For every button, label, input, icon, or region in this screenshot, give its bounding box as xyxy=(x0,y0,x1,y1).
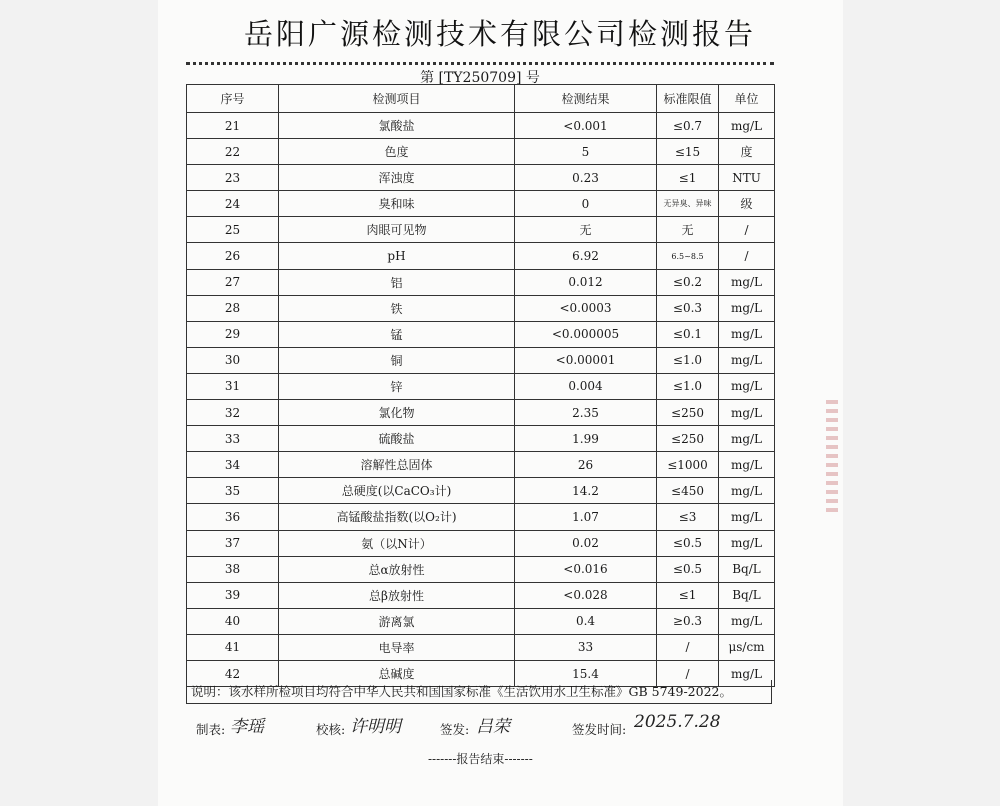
cell-unit: / xyxy=(719,243,775,269)
cell-item: 肉眼可见物 xyxy=(279,217,515,243)
cell-unit: mg/L xyxy=(719,321,775,347)
table-row xyxy=(187,347,775,373)
cell-limit: / xyxy=(657,634,719,660)
conclusion-note: 说明：该水样所检项目均符合中华人民共和国国家标准《生活饮用水卫生标准》GB 5749-2022。 xyxy=(186,680,772,704)
table-row xyxy=(187,400,775,426)
table-row xyxy=(187,530,775,556)
cell-item: 浑浊度 xyxy=(279,165,515,191)
cell-unit: 度 xyxy=(719,139,775,165)
table-row xyxy=(187,504,775,530)
cell-limit: ≤1.0 xyxy=(657,347,719,373)
table-row xyxy=(187,139,775,165)
cell-no: 24 xyxy=(187,191,279,217)
cell-unit: mg/L xyxy=(719,660,775,686)
cell-item: 锌 xyxy=(279,373,515,399)
cell-unit: Bq/L xyxy=(719,556,775,582)
cell-limit: ≤450 xyxy=(657,478,719,504)
cell-result: 0.02 xyxy=(515,530,657,556)
table-row xyxy=(187,634,775,660)
cell-no: 31 xyxy=(187,373,279,399)
cell-item: pH xyxy=(279,243,515,269)
cell-result: 5 xyxy=(515,139,657,165)
cell-no: 21 xyxy=(187,113,279,139)
dotted-divider xyxy=(186,62,774,65)
table-row xyxy=(187,269,775,295)
cell-item: 溶解性总固体 xyxy=(279,452,515,478)
cell-item: 硫酸盐 xyxy=(279,426,515,452)
cell-limit: ≤250 xyxy=(657,426,719,452)
cell-result: 0.4 xyxy=(515,608,657,634)
cell-unit: mg/L xyxy=(719,608,775,634)
cell-limit: ≤250 xyxy=(657,400,719,426)
cell-no: 36 xyxy=(187,504,279,530)
cell-item: 铜 xyxy=(279,347,515,373)
cell-limit: ≤0.5 xyxy=(657,556,719,582)
cell-limit: ≤0.5 xyxy=(657,530,719,556)
cell-item: 氯酸盐 xyxy=(279,113,515,139)
cell-no: 37 xyxy=(187,530,279,556)
cell-item: 色度 xyxy=(279,139,515,165)
cell-no: 27 xyxy=(187,269,279,295)
cell-result: 0 xyxy=(515,191,657,217)
cell-item: 锰 xyxy=(279,321,515,347)
cell-limit: ≤0.7 xyxy=(657,113,719,139)
cell-unit: μs/cm xyxy=(719,634,775,660)
cell-result: <0.0003 xyxy=(515,295,657,321)
cell-result: 33 xyxy=(515,634,657,660)
report-end-line: -------报告结束------- xyxy=(428,752,533,766)
cell-result: <0.016 xyxy=(515,556,657,582)
cell-result: 无 xyxy=(515,217,657,243)
table-row xyxy=(187,113,775,139)
cell-no: 22 xyxy=(187,139,279,165)
cell-item: 游离氯 xyxy=(279,608,515,634)
cell-unit: mg/L xyxy=(719,295,775,321)
table-row xyxy=(187,321,775,347)
cell-limit: / xyxy=(657,660,719,686)
report-number: 第 [TY250709] 号 xyxy=(420,70,540,86)
cell-limit: ≤0.2 xyxy=(657,269,719,295)
table-row xyxy=(187,295,775,321)
cell-result: 0.012 xyxy=(515,269,657,295)
cell-limit: 6.5~8.5 xyxy=(657,243,719,269)
cell-result: <0.001 xyxy=(515,113,657,139)
cell-no: 35 xyxy=(187,478,279,504)
cell-item: 臭和味 xyxy=(279,191,515,217)
cell-no: 29 xyxy=(187,321,279,347)
cell-result: <0.000005 xyxy=(515,321,657,347)
cell-unit: mg/L xyxy=(719,373,775,399)
cell-result: 14.2 xyxy=(515,478,657,504)
cell-no: 33 xyxy=(187,426,279,452)
cell-no: 41 xyxy=(187,634,279,660)
cell-unit: mg/L xyxy=(719,530,775,556)
col-header-unit: 单位 xyxy=(719,85,775,113)
cell-no: 25 xyxy=(187,217,279,243)
cell-unit: mg/L xyxy=(719,452,775,478)
cell-item: 总碱度 xyxy=(279,660,515,686)
cell-limit: ≥0.3 xyxy=(657,608,719,634)
cell-unit: mg/L xyxy=(719,113,775,139)
table-row xyxy=(187,191,775,217)
cell-result: 1.99 xyxy=(515,426,657,452)
cell-limit: ≤1.0 xyxy=(657,373,719,399)
cell-unit: mg/L xyxy=(719,400,775,426)
cell-no: 26 xyxy=(187,243,279,269)
approved-signature: 吕荣 xyxy=(476,717,510,737)
cell-result: 26 xyxy=(515,452,657,478)
cell-limit: ≤15 xyxy=(657,139,719,165)
date-value: 2025.7.28 xyxy=(634,712,721,732)
cell-limit: ≤1000 xyxy=(657,452,719,478)
cell-unit: mg/L xyxy=(719,347,775,373)
cell-result: <0.00001 xyxy=(515,347,657,373)
table-row xyxy=(187,452,775,478)
table-row xyxy=(187,582,775,608)
cell-item: 电导率 xyxy=(279,634,515,660)
cell-unit: mg/L xyxy=(719,478,775,504)
cell-limit: ≤0.1 xyxy=(657,321,719,347)
cell-no: 30 xyxy=(187,347,279,373)
table-row xyxy=(187,165,775,191)
cell-result: 2.35 xyxy=(515,400,657,426)
cell-unit: / xyxy=(719,217,775,243)
cell-result: <0.028 xyxy=(515,582,657,608)
cell-item: 氯化物 xyxy=(279,400,515,426)
cell-unit: mg/L xyxy=(719,269,775,295)
cell-unit: 级 xyxy=(719,191,775,217)
cell-no: 38 xyxy=(187,556,279,582)
cell-no: 40 xyxy=(187,608,279,634)
cell-item: 铝 xyxy=(279,269,515,295)
table-row xyxy=(187,426,775,452)
cell-no: 28 xyxy=(187,295,279,321)
cell-item: 高锰酸盐指数(以O₂计) xyxy=(279,504,515,530)
checked-signature: 许明明 xyxy=(350,717,401,737)
cell-unit: mg/L xyxy=(719,426,775,452)
report-title: 岳阳广源检测技术有限公司检测报告 xyxy=(243,17,756,51)
cell-item: 总α放射性 xyxy=(279,556,515,582)
table-row xyxy=(187,217,775,243)
cell-no: 23 xyxy=(187,165,279,191)
table-header-row xyxy=(187,85,775,113)
cell-limit: 无异臭、异味 xyxy=(657,191,719,217)
cell-unit: Bq/L xyxy=(719,582,775,608)
col-header-limit: 标准限值 xyxy=(657,85,719,113)
prepared-signature: 李瑶 xyxy=(230,717,264,737)
results-table xyxy=(186,84,775,687)
col-header-item: 检测项目 xyxy=(279,85,515,113)
col-header-result: 检测结果 xyxy=(515,85,657,113)
cell-unit: mg/L xyxy=(719,504,775,530)
cell-item: 总β放射性 xyxy=(279,582,515,608)
cell-no: 32 xyxy=(187,400,279,426)
table-row xyxy=(187,243,775,269)
table-row xyxy=(187,478,775,504)
cell-limit: ≤1 xyxy=(657,582,719,608)
cell-no: 34 xyxy=(187,452,279,478)
cell-no: 39 xyxy=(187,582,279,608)
cell-item: 氨（以N计） xyxy=(279,530,515,556)
cell-item: 铁 xyxy=(279,295,515,321)
cell-limit: ≤1 xyxy=(657,165,719,191)
table-row xyxy=(187,373,775,399)
cell-result: 0.23 xyxy=(515,165,657,191)
cell-result: 6.92 xyxy=(515,243,657,269)
checked-label: 校核: xyxy=(316,722,346,737)
prepared-label: 制表: xyxy=(196,722,226,737)
cell-limit: 无 xyxy=(657,217,719,243)
cell-unit: NTU xyxy=(719,165,775,191)
cell-result: 1.07 xyxy=(515,504,657,530)
approved-label: 签发: xyxy=(440,722,470,737)
edge-stamp xyxy=(826,400,838,515)
cell-result: 15.4 xyxy=(515,660,657,686)
cell-limit: ≤3 xyxy=(657,504,719,530)
cell-no: 42 xyxy=(187,660,279,686)
date-label: 签发时间: xyxy=(572,722,627,737)
cell-item: 总硬度(以CaCO₃计) xyxy=(279,478,515,504)
col-header-no: 序号 xyxy=(187,85,279,113)
table-row xyxy=(187,556,775,582)
cell-result: 0.004 xyxy=(515,373,657,399)
table-row xyxy=(187,608,775,634)
cell-limit: ≤0.3 xyxy=(657,295,719,321)
